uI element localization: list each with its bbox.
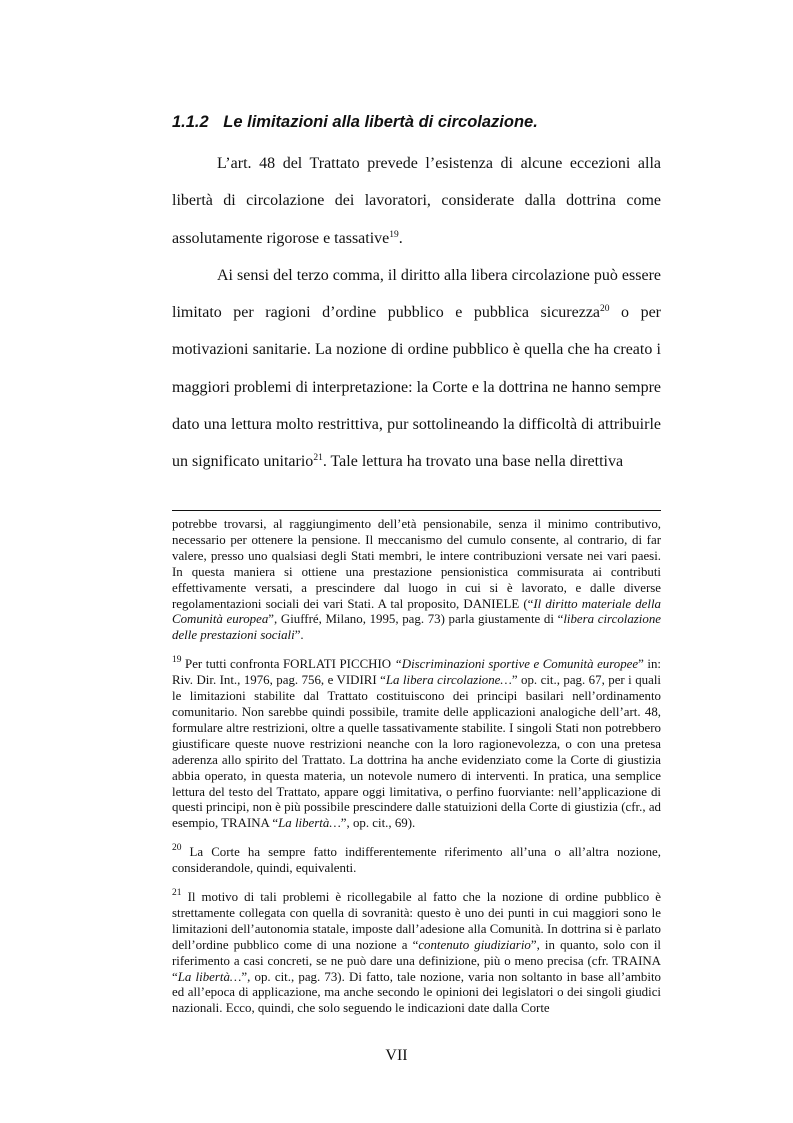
paragraph-text: o per motivazioni sanitarie. La nozione di ordine pubblico è quella che ha creato i maggiori problemi di interpretazione: la Corte e la dottrina ne hanno sempre dato una lettura molto restrittiva, pur sottolineando la difficoltà di attribuirle un significato unitario [172, 304, 661, 471]
paragraph-text: . [398, 229, 403, 247]
body-paragraph-2 [172, 257, 661, 481]
footnote-text: ”, op. cit., pag. 73). Di fatto, tale nozione, varia non soltanto in base all’ambito ed all’epoca di applicazione, ma anche secondo le opinioni dei legislatori o dei singoli giudici nazionali. Ecco, quindi, che solo seguendo le indicazioni date dalla Corte [172, 969, 661, 1016]
footnote-italic: La libertà… [177, 969, 242, 984]
footnote-number: 20 [172, 843, 182, 854]
footnote-text: Per tutti confronta FORLATI PICCHIO [181, 657, 395, 672]
footnote-number: 19 [172, 655, 182, 666]
footnote-continuation [172, 517, 661, 644]
footnotes [172, 517, 661, 1017]
footnote-ref-21[interactable]: 21 [313, 453, 323, 464]
section-title: Le limitazioni alla libertà di circolazione. [223, 113, 538, 131]
paragraph-text: . Tale lettura ha trovato una base nella direttiva [322, 453, 624, 471]
footnote-number: 21 [172, 888, 182, 899]
page-number: VII [385, 1047, 408, 1064]
footnote-21 [172, 890, 661, 1017]
main-body [172, 145, 661, 481]
footnote-text: ” in: Riv. Dir. Int., 1976, pag. 756, e VIDIRI “ [172, 657, 662, 688]
paragraph-text: L’art. 48 del Trattato prevede l’esistenza di alcune eccezioni alla libertà di circolazione dei lavoratori, considerate dalla dottrina come assolutamente rigorose e tassative [172, 155, 661, 247]
footnote-italic: contenuto giudiziario [418, 937, 531, 952]
footnote-text: ” op. cit., pag. 67, per i quali le limitazioni stabilite dal Trattato costituiscono dei principi basilari nell’ordinamento comunitario. Non sarebbe quindi possibile, tramite delle applicazioni analogiche dell’art. 48, formulare altre restrizioni, oltre a quelle tassativamente stabilite. I singoli Stati non potrebbero giustificare queste nuove restrizioni neanche con la loro ragionevolezza, o con una pretesa aderenza allo spirito del Trattato. La dottrina ha anche evidenziato come la Corte di giustizia abbia operato, in questa materia, un notevole numero di interventi. In pratica, una semplice lettura del testo del Trattato, appare oggi limitativa, o perfino fuorviante: nell’applicazione di questi principi, non è più possibile prescindere dalle statuizioni della Corte di giustizia (cfr., ad esempio, TRAINA “ [172, 673, 661, 831]
footnote-19 [172, 657, 661, 832]
body-paragraph-1 [172, 145, 661, 257]
footnote-italic: libera circolazione delle prestazioni sociali [172, 612, 662, 643]
footnote-ref-19[interactable]: 19 [389, 229, 399, 240]
footnote-text: potrebbe trovarsi, al raggiungimento dell’età pensionabile, senza il minimo contributivo, necessario per ottenere la pensione. Il meccanismo del cumulo consente, al contrario, di far valere, presso uno qualsiasi degli Stati membri, le intere contribuzioni versate nei vari paesi. In questa maniera si ottiene una prestazione pensionistica commisurata ai contributi effettivamente versati, a prescindere dal luogo in cui si è lavorato, e dalle diverse regolamentazioni sociali dei vari Stati. A tal proposito, DANIELE (“ [172, 517, 661, 611]
paragraph-text: Ai sensi del terzo comma, il diritto alla libera circolazione può essere limitato per ragioni d’ordine pubblico e pubblica sicurezza [172, 266, 661, 322]
footnote-20 [172, 845, 661, 877]
footnote-ref-20[interactable]: 20 [600, 304, 610, 315]
footnote-text: ”, op. cit., 69). [340, 816, 416, 831]
footnote-italic: Il diritto materiale della Comunità europea [172, 596, 661, 627]
footnote-text: ”, Giuffré, Milano, 1995, pag. 73) parla giustamente di “ [268, 612, 564, 627]
footnote-separator [172, 510, 661, 511]
section-heading [172, 113, 632, 132]
footnote-text: Il motivo di tali problemi è ricollegabile al fatto che la nozione di ordine pubblico è strettamente collegata con quella di sovranità: questo è uno dei punti in cui maggiori sono le limitazioni dell’autonomia statale, imposte dall’adesione alla Comunità. In dottrina si è parlato dell’ordine pubblico come di una nozione a “ [172, 890, 661, 952]
footnote-text: ”, in quanto, solo con il riferimento a casi concreti, se ne può dare una definizione, più o meno precisa (cfr. TRAINA “ [172, 937, 662, 984]
section-number: 1.1.2 [172, 113, 209, 131]
footnote-italic: La libera circolazione… [385, 673, 512, 688]
footnote-italic: “Discriminazioni sportive e Comunità europee [394, 657, 639, 672]
footnote-text: La Corte ha sempre fatto indifferentemente riferimento all’una o all’altra nozione, considerandole, quindi, equivalenti. [172, 845, 661, 876]
footnote-italic: La libertà… [278, 816, 341, 831]
footnote-text: ”. [294, 628, 304, 643]
